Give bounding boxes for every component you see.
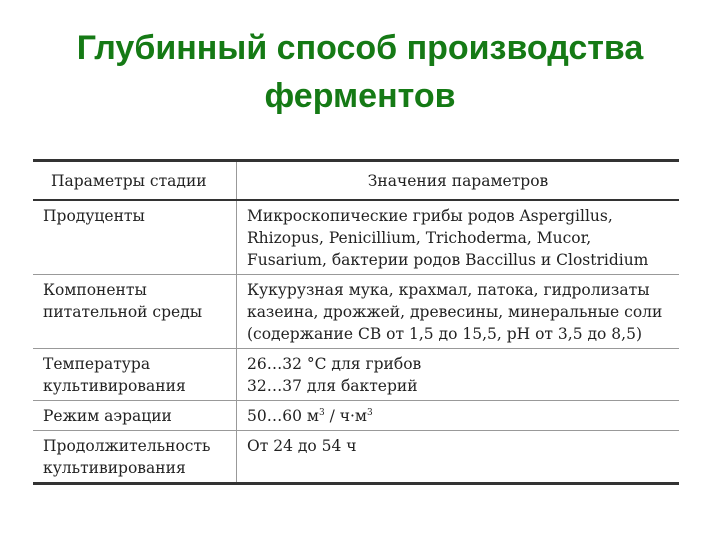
value-text: казеина, дрожжей, древесины, минеральные соли bbox=[247, 303, 663, 321]
table-row-temperature bbox=[33, 349, 679, 401]
header-parameters: Параметры стадии bbox=[33, 161, 237, 201]
aeration-value-start: 50…60 м bbox=[247, 407, 319, 425]
value-cell bbox=[237, 200, 680, 275]
table-row-duration bbox=[33, 431, 679, 484]
value-text: Fusarium, бактерии родов Baccillus и Clostridium bbox=[247, 251, 649, 269]
param-text: Температура bbox=[43, 355, 151, 373]
slide-title-line-2: ферментов bbox=[264, 77, 456, 115]
value-text: Rhizopus, Penicillium, Trichoderma, Mucor, bbox=[247, 229, 592, 247]
param-text: Продуценты bbox=[43, 207, 145, 225]
param-cell bbox=[33, 431, 237, 484]
value-cell bbox=[237, 401, 680, 431]
param-cell bbox=[33, 200, 237, 275]
table-row-producers bbox=[33, 200, 679, 275]
table-header-row bbox=[33, 161, 679, 201]
value-text: Кукурузная мука, крахмал, патока, гидролизаты bbox=[247, 281, 650, 299]
param-cell bbox=[33, 349, 237, 401]
aeration-value-unit: / ч·м bbox=[324, 407, 367, 425]
param-text: Режим аэрации bbox=[43, 407, 172, 425]
param-text: культивирования bbox=[43, 377, 186, 395]
param-text: Компоненты bbox=[43, 281, 147, 299]
param-cell bbox=[33, 275, 237, 349]
value-cell bbox=[237, 431, 680, 484]
param-text: питательной среды bbox=[43, 303, 203, 321]
param-cell bbox=[33, 401, 237, 431]
value-text: 26…32 °С для грибов bbox=[247, 355, 422, 373]
parameters-table bbox=[33, 159, 679, 485]
param-text: Продолжительность bbox=[43, 437, 211, 455]
value-text: 32…37 для бактерий bbox=[247, 377, 418, 395]
header-values: Значения параметров bbox=[237, 161, 680, 201]
value-text bbox=[247, 405, 669, 427]
slide-title-line-1: Глубинный способ производства bbox=[76, 29, 644, 67]
value-text: (содержание СВ от 1,5 до 15,5, pH от 3,5 до 8,5) bbox=[247, 325, 642, 343]
value-cell bbox=[237, 349, 680, 401]
cubic-superscript: 3 bbox=[366, 407, 373, 418]
cubic-superscript: 3 bbox=[318, 407, 325, 418]
table-row-medium bbox=[33, 275, 679, 349]
value-cell bbox=[237, 275, 680, 349]
value-text: Микроскопические грибы родов Aspergillus, bbox=[247, 207, 613, 225]
slide-title bbox=[40, 24, 680, 120]
param-text: культивирования bbox=[43, 459, 186, 477]
value-text: От 24 до 54 ч bbox=[247, 437, 357, 455]
table-row-aeration bbox=[33, 401, 679, 431]
